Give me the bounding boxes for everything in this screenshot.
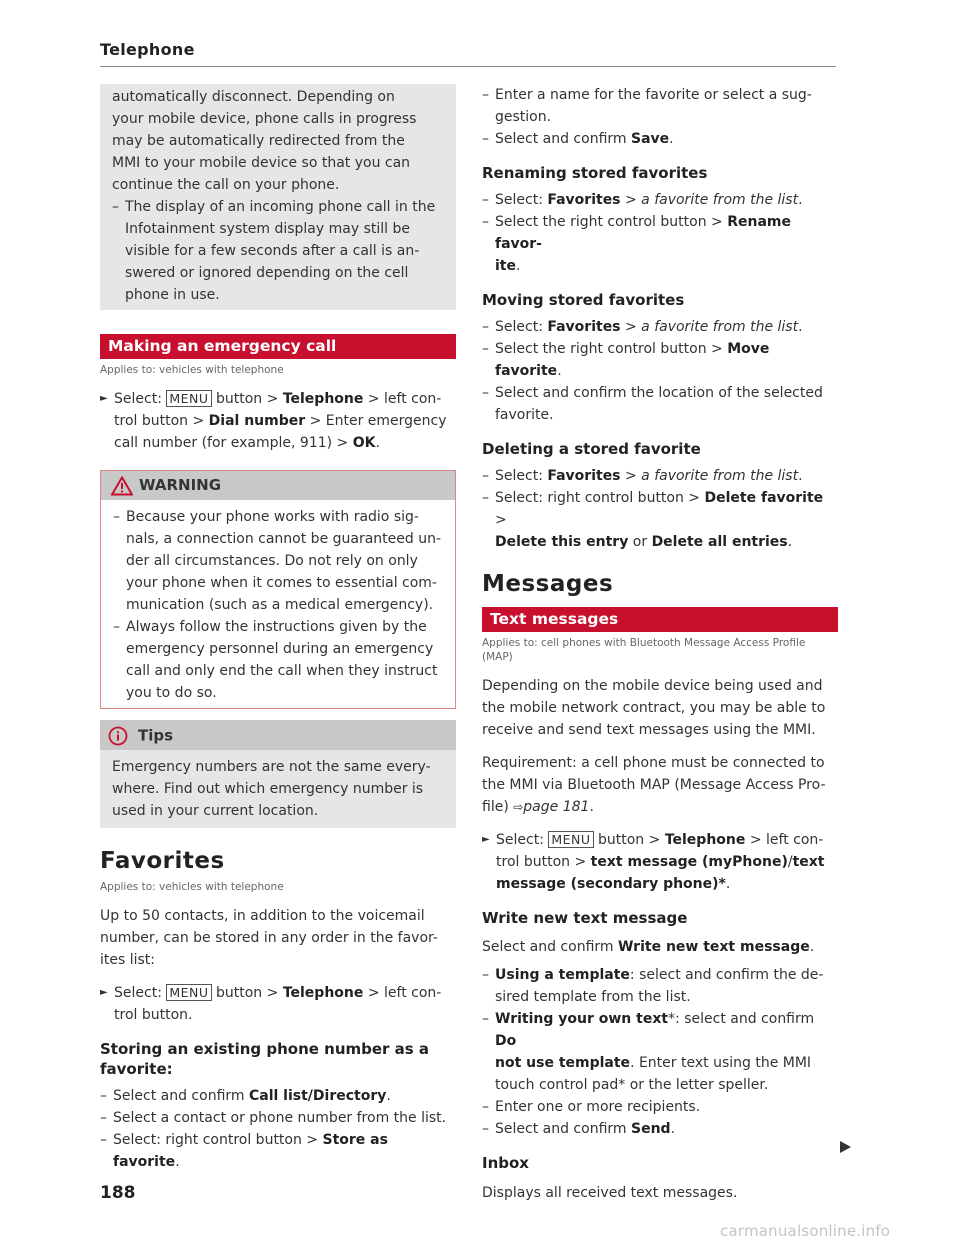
- list-item: [482, 84, 838, 128]
- list-item: [482, 1118, 838, 1140]
- text: Select:: [496, 832, 549, 848]
- emergency-step: [100, 388, 456, 454]
- messages-step: [482, 829, 838, 895]
- text: >: [495, 512, 507, 528]
- text: Select the right control button >: [495, 214, 728, 230]
- italic-text: a favorite from the list: [641, 319, 799, 335]
- text: button >: [211, 391, 283, 407]
- note-line: may be automatically redirected from the: [112, 133, 405, 149]
- text: .: [386, 1088, 391, 1104]
- tips-body: [100, 750, 456, 828]
- menu-path: Store as favorite: [113, 1132, 388, 1170]
- text-line: favorite.: [495, 407, 554, 423]
- note-line: MMI to your mobile device so that you can: [112, 155, 411, 171]
- menu-path: Favorites: [547, 468, 621, 484]
- text: .: [798, 192, 803, 208]
- text-line: the MMI via Bluetooth MAP (Message Access Pro-: [482, 777, 826, 793]
- heading-line: favorite:: [100, 1060, 173, 1078]
- note-line: phone in use.: [125, 287, 220, 303]
- text: Select:: [114, 985, 167, 1001]
- menu-path: Move favorite: [495, 341, 770, 379]
- list-item: [482, 465, 838, 487]
- list-item: [482, 128, 838, 150]
- warning-box: [100, 470, 456, 709]
- continue-arrow-icon: [840, 1140, 852, 1154]
- continued-note-box: [100, 84, 456, 310]
- text-line: the mobile network contract, you may be able to: [482, 700, 826, 716]
- text: .: [557, 363, 562, 379]
- text: Select:: [495, 319, 548, 335]
- applies-line: (MAP): [482, 651, 513, 663]
- text-line: Depending on the mobile device being used and: [482, 678, 823, 694]
- text: Select and confirm: [495, 1121, 631, 1137]
- menu-key: MENU: [166, 984, 211, 1001]
- menu-path: Favorites: [547, 319, 621, 335]
- messages-intro: [482, 675, 838, 741]
- text: Enter one or more recipients.: [495, 1099, 701, 1115]
- menu-path: text message (myPhone): [590, 854, 788, 870]
- deleting-heading: Deleting a stored favorite: [482, 440, 701, 458]
- warning-triangle-icon: [111, 476, 133, 496]
- text: .: [516, 258, 521, 274]
- list-item: [482, 316, 838, 338]
- menu-path: not use template: [495, 1055, 631, 1071]
- left-column: [100, 84, 456, 1173]
- moving-heading: Moving stored favorites: [482, 291, 685, 309]
- heading-line: Storing an existing phone number as a: [100, 1040, 430, 1058]
- tips-line: where. Find out which emergency number is: [112, 781, 424, 797]
- text: .: [375, 435, 380, 451]
- text-line: [482, 796, 838, 818]
- text-line: gestion.: [495, 109, 552, 125]
- renaming-heading: Renaming stored favorites: [482, 164, 708, 182]
- menu-path: Call list/Directory: [248, 1088, 387, 1104]
- menu-path: Delete this entry: [495, 534, 629, 550]
- text: call number (for example, 911) >: [114, 435, 353, 451]
- text: button >: [593, 832, 665, 848]
- warning-line: der all circumstances. Do not rely on only: [126, 553, 418, 569]
- text: *: select and confirm: [668, 1011, 815, 1027]
- warning-body: [101, 500, 455, 708]
- text: .: [670, 1121, 676, 1137]
- requirement-paragraph: [482, 752, 838, 818]
- warning-line: your phone when it comes to essential com-: [126, 575, 437, 591]
- warning-header: [101, 471, 455, 500]
- text: Select: right control button >: [113, 1132, 323, 1148]
- menu-path: ite: [495, 258, 516, 274]
- menu-path: Do: [495, 1033, 517, 1049]
- intro-line: Up to 50 contacts, in addition to the voicemail: [100, 908, 425, 924]
- note-line: automatically disconnect. Depending on: [112, 89, 395, 105]
- favorites-heading: Favorites: [100, 848, 225, 874]
- storing-item: [100, 1107, 456, 1129]
- note-line: continue the call on your phone.: [112, 177, 340, 193]
- page-header: [100, 40, 836, 67]
- applies-note: Applies to: vehicles with telephone: [100, 881, 284, 893]
- warning-line: you to do so.: [126, 685, 217, 701]
- text: Select and confirm: [495, 131, 631, 147]
- menu-path: Save: [630, 131, 670, 147]
- text: file): [482, 799, 514, 815]
- list-item: [482, 382, 838, 426]
- menu-path: Using a template: [495, 967, 630, 983]
- text: . Enter text using the MMI: [630, 1055, 812, 1071]
- text: .: [809, 939, 815, 955]
- text-line: Requirement: a cell phone must be connected to: [482, 755, 825, 771]
- applies-note: Applies to: vehicles with telephone: [100, 364, 284, 376]
- page-link[interactable]: page 181: [523, 799, 590, 815]
- note-line: – The display of an incoming phone call in the: [125, 199, 436, 215]
- text: Select a contact or phone number from the list.: [113, 1110, 447, 1126]
- section-bar-emergency: Making an emergency call: [100, 334, 456, 359]
- menu-path: message (secondary phone)*: [496, 876, 726, 892]
- text: Select:: [114, 391, 167, 407]
- menu-path: OK: [352, 435, 376, 451]
- text: .: [725, 876, 731, 892]
- text: > left con-: [745, 832, 824, 848]
- inbox-text: Displays all received text messages.: [482, 1185, 738, 1201]
- text: trol button.: [114, 1007, 193, 1023]
- list-item: [482, 964, 838, 1008]
- storing-item: [100, 1129, 456, 1173]
- italic-text: a favorite from the list: [641, 192, 799, 208]
- warning-line: emergency personnel during an emergency: [126, 641, 434, 657]
- tips-line: used in your current location.: [112, 803, 319, 819]
- text: > left con-: [363, 391, 442, 407]
- list-item: [482, 1096, 838, 1118]
- text: .: [589, 799, 594, 815]
- warning-line: nals, a connection cannot be guaranteed un-: [126, 531, 442, 547]
- write-paragraph: [482, 936, 838, 958]
- text: sired template from the list.: [495, 989, 691, 1005]
- text: Select:: [495, 468, 548, 484]
- warning-line: munication (such as a medical emergency).: [126, 597, 434, 613]
- text: touch control pad* or the letter speller.: [495, 1077, 769, 1093]
- text: Select the right control button >: [495, 341, 728, 357]
- list-item: [482, 1008, 838, 1096]
- menu-path: Dial number: [208, 413, 306, 429]
- note-line: your mobile device, phone calls in progress: [112, 111, 417, 127]
- text: .: [787, 534, 793, 550]
- text: >: [620, 192, 642, 208]
- text: > left con-: [363, 985, 442, 1001]
- menu-path: Write new text message: [617, 939, 810, 955]
- text: .: [798, 319, 803, 335]
- tips-box: [100, 720, 456, 828]
- text-line: – Select and confirm the location of the selected: [495, 385, 823, 401]
- warning-line: – Because your phone works with radio sig-: [126, 509, 419, 525]
- section-bar-text-messages: Text messages: [482, 607, 838, 632]
- menu-path: text: [792, 854, 825, 870]
- text: Select and confirm: [113, 1088, 249, 1104]
- storing-item: [100, 1085, 456, 1107]
- note-line: swered or ignored depending on the cell: [125, 265, 409, 281]
- text: button >: [211, 985, 283, 1001]
- list-item: [482, 189, 838, 211]
- note-line: Infotainment system display may still be: [125, 221, 410, 237]
- text: >: [620, 319, 642, 335]
- menu-path: Writing your own text: [495, 1011, 669, 1027]
- menu-path: Telephone: [282, 985, 364, 1001]
- warning-item: [113, 616, 443, 704]
- text: .: [669, 131, 674, 147]
- page-title: Telephone: [100, 40, 195, 59]
- warning-line: – Always follow the instructions given by the: [126, 619, 427, 635]
- messages-heading: Messages: [482, 571, 614, 597]
- favorites-intro: [100, 905, 456, 971]
- text: .: [175, 1154, 180, 1170]
- intro-line: number, can be stored in any order in the favor-: [100, 930, 438, 946]
- menu-path: Delete all entries: [651, 534, 788, 550]
- inbox-heading: Inbox: [482, 1154, 529, 1172]
- text-line: receive and send text messages using the MMI.: [482, 722, 816, 738]
- note-item: [112, 196, 444, 306]
- text: >: [620, 468, 642, 484]
- text: Select and confirm: [482, 939, 618, 955]
- menu-path: Delete favorite: [704, 490, 824, 506]
- tips-line: Emergency numbers are not the same every-: [112, 759, 431, 775]
- text: trol button >: [496, 854, 591, 870]
- list-item: [482, 338, 838, 382]
- menu-path: Rename favor-: [495, 214, 791, 252]
- warning-line: call and only end the call when they instruct: [126, 663, 438, 679]
- favorites-step: [100, 982, 456, 1026]
- text-line: – Enter a name for the favorite or select a sug-: [495, 87, 812, 103]
- menu-path: Telephone: [282, 391, 364, 407]
- menu-key: MENU: [548, 831, 593, 848]
- text: .: [798, 468, 803, 484]
- applies-line: Applies to: cell phones with Bluetooth Message Access Profile: [482, 637, 806, 649]
- tips-title: Tips: [138, 726, 174, 745]
- text: > Enter emergency: [305, 413, 447, 429]
- text: : select and confirm the de-: [629, 967, 824, 983]
- text: trol button >: [114, 413, 209, 429]
- text: Select: right control button >: [495, 490, 705, 506]
- text: /: [787, 854, 793, 870]
- menu-path: Telephone: [664, 832, 746, 848]
- watermark: carmanualsonline.info: [720, 1222, 891, 1240]
- tips-header: [100, 720, 456, 750]
- storing-heading: [100, 1039, 456, 1079]
- write-heading: Write new text message: [482, 909, 688, 927]
- text: or: [628, 534, 652, 550]
- intro-line: ites list:: [100, 952, 156, 968]
- applies-note: [482, 636, 838, 664]
- list-item: [482, 211, 838, 277]
- warning-item: [113, 506, 443, 616]
- text: Select:: [495, 192, 548, 208]
- menu-path: Send: [630, 1121, 671, 1137]
- right-column: [482, 84, 838, 1204]
- list-item: [482, 487, 838, 553]
- note-line: visible for a few seconds after a call is an-: [125, 243, 420, 259]
- menu-path: Favorites: [547, 192, 621, 208]
- warning-title: WARNING: [139, 476, 222, 494]
- menu-key: MENU: [166, 390, 211, 407]
- page-number: 188: [100, 1183, 136, 1203]
- italic-text: a favorite from the list: [641, 468, 799, 484]
- info-icon: [108, 726, 128, 746]
- cross-reference-arrow-icon: ⇨: [513, 800, 524, 814]
